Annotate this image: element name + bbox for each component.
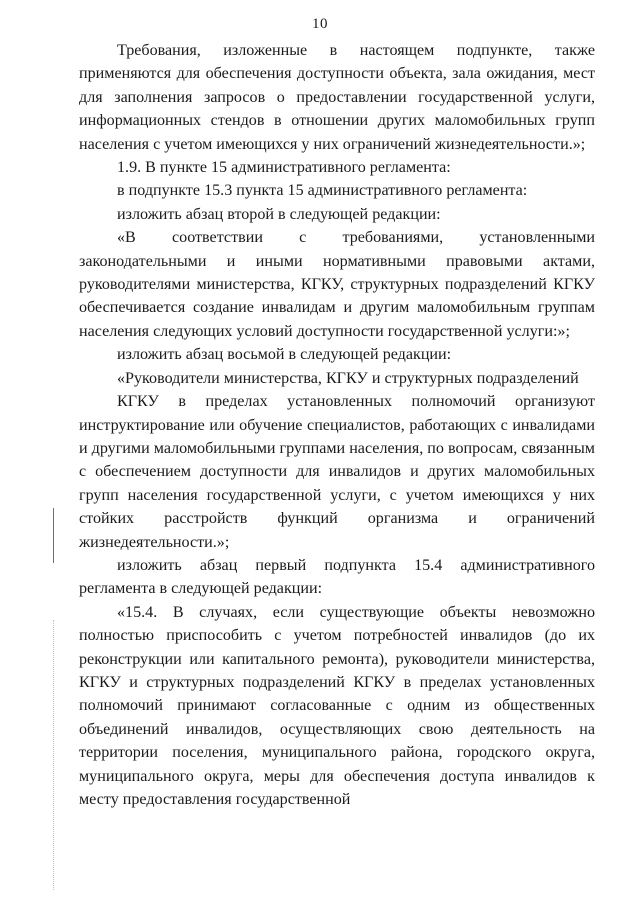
page-number: 10: [312, 16, 328, 32]
document-body: [79, 39, 595, 811]
paragraph: «Руководители министерства, КГКУ и структурных подразделений: [117, 369, 579, 387]
paragraph: «15.4. В случаях, если существующие объекты невозможно полностью приспособить с учетом потребностей инвалидов (до их реконструкции или капитального ремонта), руководители министерства, КГКУ и структурных подразделений КГКУ в пределах установленных полномочий принимают согласованные с одним из общественных объединений инвалидов, осуществляющих свою деятельность на территории поселения, муниципального района, городского округа, муниципального округа, меры для обеспечения доступа инвалидов к месту предоставления государственной: [79, 603, 595, 808]
paragraph: в подпункте 15.3 пункта 15 административного регламента:: [117, 182, 528, 200]
paragraph: КГКУ в пределах установленных полномочий организуют инструктирование или обучение специалистов, работающих с инвалидами и другими маломобильными группами населения, по вопросам, связанным с обеспечением доступности для инвалидов и других маломобильных групп населения государственной услуги, с учетом имеющихся у них стойких расстройств функций организма и ограничений жизнедеятельности.»;: [79, 393, 595, 551]
paragraph: изложить абзац восьмой в следующей редакции:: [117, 346, 452, 364]
scan-margin-dots: [53, 620, 55, 890]
paragraph: Требования, изложенные в настоящем подпункте, также применяются для обеспечения доступности объекта, зала ожидания, мест для заполнения запросов о предоставлении государственной услуги, информационных стендов в отношении других маломобильных групп населения с учетом имеющихся у них ограничений жизнедеятельности.»;: [79, 42, 595, 153]
paragraph: изложить абзац первый подпункта 15.4 административного регламента в следующей редакции:: [79, 556, 595, 598]
scan-margin-line: [53, 508, 54, 563]
paragraph: 1.9. В пункте 15 административного регламента:: [117, 159, 451, 177]
paragraph: изложить абзац второй в следующей редакции:: [117, 205, 441, 223]
paragraph: «В соответствии с требованиями, установленными законодательными и иными нормативными правовыми актами, руководителями министерства, КГКУ, структурных подразделений КГКУ обеспечивается создание инвалидам и другим маломобильным группам населения следующих условий доступности государственной услуги:»;: [79, 229, 595, 340]
